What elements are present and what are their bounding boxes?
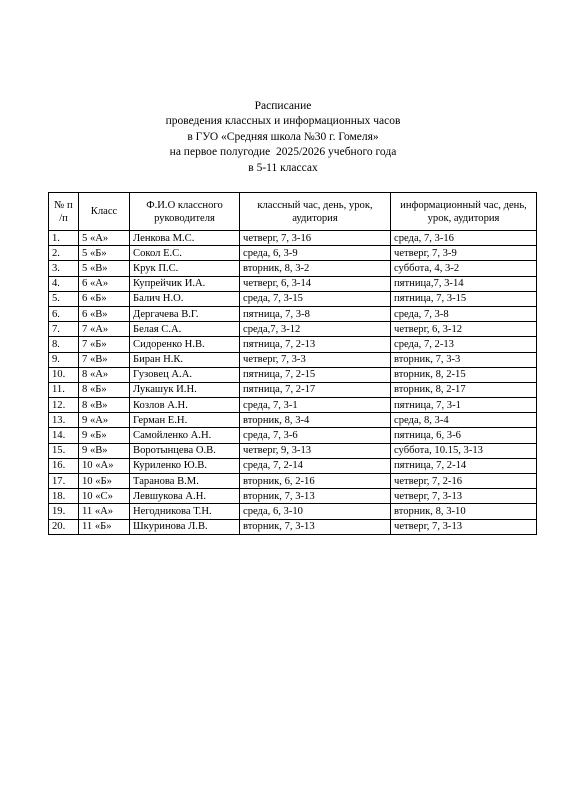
row-class-hour: среда, 6, 3-9 bbox=[240, 246, 391, 261]
row-class: 6 «В» bbox=[79, 306, 130, 321]
row-teacher: Крук П.С. bbox=[130, 261, 240, 276]
row-teacher: Воротынцева О.В. bbox=[130, 443, 240, 458]
row-teacher: Гузовец А.А. bbox=[130, 367, 240, 382]
row-class-hour: четверг, 7, 3-3 bbox=[240, 352, 391, 367]
row-info-hour: четверг, 7, 2-16 bbox=[391, 474, 537, 489]
header-class-hour: классный час, день, урок, аудитория bbox=[240, 193, 391, 231]
row-teacher: Лукашук И.Н. bbox=[130, 382, 240, 397]
table-row bbox=[49, 519, 537, 534]
row-class-hour: четверг, 9, 3-13 bbox=[240, 443, 391, 458]
row-class: 7 «Б» bbox=[79, 337, 130, 352]
row-number: 1. bbox=[49, 231, 79, 246]
row-class-hour: вторник, 8, 3-4 bbox=[240, 413, 391, 428]
row-class: 5 «А» bbox=[79, 231, 130, 246]
table-row bbox=[49, 398, 537, 413]
row-class-hour: четверг, 7, 3-16 bbox=[240, 231, 391, 246]
table-row bbox=[49, 458, 537, 473]
row-teacher: Таранова В.М. bbox=[130, 474, 240, 489]
row-teacher: Самойленко А.Н. bbox=[130, 428, 240, 443]
row-info-hour: среда, 8, 3-4 bbox=[391, 413, 537, 428]
table-row bbox=[49, 382, 537, 397]
table-row bbox=[49, 504, 537, 519]
row-info-hour: четверг, 7, 3-13 bbox=[391, 519, 537, 534]
row-info-hour: четверг, 7, 3-9 bbox=[391, 246, 537, 261]
document-title bbox=[0, 99, 566, 176]
table-row bbox=[49, 443, 537, 458]
row-teacher: Негодникова Т.Н. bbox=[130, 504, 240, 519]
row-class-hour: четверг, 6, 3-14 bbox=[240, 276, 391, 291]
row-info-hour: пятница, 7, 2-14 bbox=[391, 458, 537, 473]
row-class-hour: среда, 7, 3-6 bbox=[240, 428, 391, 443]
row-info-hour: среда, 7, 3-16 bbox=[391, 231, 537, 246]
table-body bbox=[49, 231, 537, 535]
row-class-hour: среда, 6, 3-10 bbox=[240, 504, 391, 519]
row-teacher: Балич Н.О. bbox=[130, 291, 240, 306]
row-info-hour: среда, 7, 2-13 bbox=[391, 337, 537, 352]
table-row bbox=[49, 231, 537, 246]
row-class-hour: среда,7, 3-12 bbox=[240, 322, 391, 337]
row-number: 13. bbox=[49, 413, 79, 428]
row-class: 6 «Б» bbox=[79, 291, 130, 306]
row-number: 4. bbox=[49, 276, 79, 291]
title-line-3: в ГУО «Средняя школа №30 г. Гомеля» bbox=[187, 130, 379, 143]
row-info-hour: среда, 7, 3-8 bbox=[391, 306, 537, 321]
row-teacher: Купрейчик И.А. bbox=[130, 276, 240, 291]
row-class-hour: вторник, 6, 2-16 bbox=[240, 474, 391, 489]
row-class-hour: пятница, 7, 3-8 bbox=[240, 306, 391, 321]
row-number: 8. bbox=[49, 337, 79, 352]
header-class: Класс bbox=[79, 193, 130, 231]
row-info-hour: вторник, 8, 3-10 bbox=[391, 504, 537, 519]
title-line-4: на первое полугодие 2025/2026 учебного года bbox=[169, 146, 397, 159]
row-class: 8 «А» bbox=[79, 367, 130, 382]
row-number: 14. bbox=[49, 428, 79, 443]
title-line-5: в 5-11 классах bbox=[248, 161, 318, 174]
row-class-hour: пятница, 7, 2-17 bbox=[240, 382, 391, 397]
row-class-hour: среда, 7, 3-15 bbox=[240, 291, 391, 306]
row-class: 10 «Б» bbox=[79, 474, 130, 489]
header-teacher: Ф.И.О классного руководителя bbox=[130, 193, 240, 231]
row-class: 9 «А» bbox=[79, 413, 130, 428]
row-info-hour: вторник, 8, 2-15 bbox=[391, 367, 537, 382]
schedule-table bbox=[48, 192, 537, 535]
table-row bbox=[49, 413, 537, 428]
row-teacher: Куриленко Ю.В. bbox=[130, 458, 240, 473]
row-number: 12. bbox=[49, 398, 79, 413]
row-class: 5 «Б» bbox=[79, 246, 130, 261]
row-teacher: Сидоренко Н.В. bbox=[130, 337, 240, 352]
row-class: 7 «В» bbox=[79, 352, 130, 367]
row-info-hour: пятница, 7, 3-15 bbox=[391, 291, 537, 306]
table-row bbox=[49, 489, 537, 504]
row-class-hour: пятница, 7, 2-13 bbox=[240, 337, 391, 352]
row-info-hour: четверг, 7, 3-13 bbox=[391, 489, 537, 504]
row-info-hour: суббота, 4, 3-2 bbox=[391, 261, 537, 276]
row-number: 9. bbox=[49, 352, 79, 367]
row-class: 8 «В» bbox=[79, 398, 130, 413]
row-class-hour: вторник, 7, 3-13 bbox=[240, 519, 391, 534]
row-class: 7 «А» bbox=[79, 322, 130, 337]
row-number: 16. bbox=[49, 458, 79, 473]
row-number: 19. bbox=[49, 504, 79, 519]
title-line-1: Расписание bbox=[254, 100, 312, 112]
row-info-hour: четверг, 6, 3-12 bbox=[391, 322, 537, 337]
table-row bbox=[49, 352, 537, 367]
row-class: 6 «А» bbox=[79, 276, 130, 291]
row-class: 5 «В» bbox=[79, 261, 130, 276]
row-teacher: Козлов А.Н. bbox=[130, 398, 240, 413]
row-info-hour: суббота, 10.15, 3-13 bbox=[391, 443, 537, 458]
row-info-hour: вторник, 7, 3-3 bbox=[391, 352, 537, 367]
table-row bbox=[49, 428, 537, 443]
row-teacher: Белая С.А. bbox=[130, 322, 240, 337]
table-row bbox=[49, 322, 537, 337]
row-teacher: Биран Н.К. bbox=[130, 352, 240, 367]
row-number: 6. bbox=[49, 306, 79, 321]
row-class: 10 «А» bbox=[79, 458, 130, 473]
table-header-row bbox=[49, 193, 537, 231]
row-teacher: Ленкова М.С. bbox=[130, 231, 240, 246]
row-number: 18. bbox=[49, 489, 79, 504]
table-row bbox=[49, 291, 537, 306]
row-number: 17. bbox=[49, 474, 79, 489]
row-number: 10. bbox=[49, 367, 79, 382]
title-line-2: проведения классных и информационных часов bbox=[165, 115, 401, 128]
row-number: 5. bbox=[49, 291, 79, 306]
table-row bbox=[49, 306, 537, 321]
table-row bbox=[49, 246, 537, 261]
row-number: 3. bbox=[49, 261, 79, 276]
row-class: 11 «Б» bbox=[79, 519, 130, 534]
row-class: 9 «В» bbox=[79, 443, 130, 458]
row-number: 2. bbox=[49, 246, 79, 261]
row-info-hour: пятница,7, 3-14 bbox=[391, 276, 537, 291]
row-number: 7. bbox=[49, 322, 79, 337]
row-teacher: Левшукова А.Н. bbox=[130, 489, 240, 504]
row-class-hour: пятница, 7, 2-15 bbox=[240, 367, 391, 382]
row-class: 8 «Б» bbox=[79, 382, 130, 397]
row-class-hour: вторник, 8, 3-2 bbox=[240, 261, 391, 276]
row-class: 9 «Б» bbox=[79, 428, 130, 443]
table-row bbox=[49, 474, 537, 489]
row-class-hour: вторник, 7, 3-13 bbox=[240, 489, 391, 504]
row-teacher: Шкуринова Л.В. bbox=[130, 519, 240, 534]
row-teacher: Сокол Е.С. bbox=[130, 246, 240, 261]
row-class-hour: среда, 7, 2-14 bbox=[240, 458, 391, 473]
table-row bbox=[49, 337, 537, 352]
row-class-hour: среда, 7, 3-1 bbox=[240, 398, 391, 413]
row-info-hour: пятница, 6, 3-6 bbox=[391, 428, 537, 443]
row-teacher: Герман Е.Н. bbox=[130, 413, 240, 428]
table-row bbox=[49, 276, 537, 291]
row-teacher: Дергачева В.Г. bbox=[130, 306, 240, 321]
row-number: 15. bbox=[49, 443, 79, 458]
row-number: 20. bbox=[49, 519, 79, 534]
row-class: 10 «С» bbox=[79, 489, 130, 504]
row-info-hour: пятница, 7, 3-1 bbox=[391, 398, 537, 413]
table-row bbox=[49, 261, 537, 276]
header-number: № п /п bbox=[49, 193, 79, 231]
header-info-hour: информационный час, день, урок, аудитория bbox=[391, 193, 537, 231]
row-class: 11 «А» bbox=[79, 504, 130, 519]
row-number: 11. bbox=[49, 382, 79, 397]
table-row bbox=[49, 367, 537, 382]
row-info-hour: вторник, 8, 2-17 bbox=[391, 382, 537, 397]
